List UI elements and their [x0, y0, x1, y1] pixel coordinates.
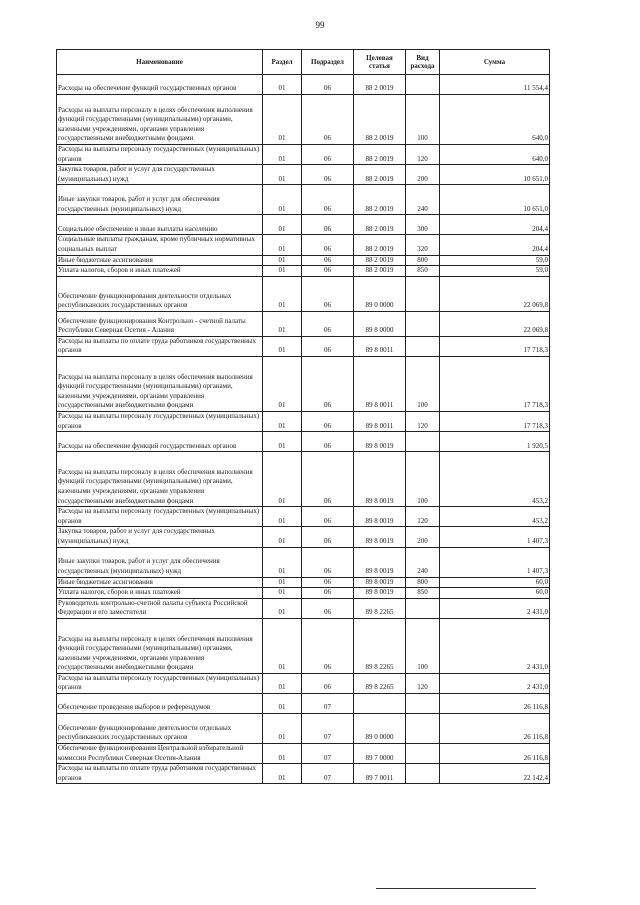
cell-type: 800	[406, 255, 440, 266]
cell-name: Расходы на выплаты персоналу в целях обеспечения выполнения функций государственными (муниципальными) органами, казенными учреждениями, органами управления государственными внебюджетными фондами	[57, 95, 263, 145]
cell-sum: 22 069,8	[440, 311, 550, 336]
cell-type: 240	[406, 185, 440, 215]
cell-name: Расходы на выплаты персоналу государственных (муниципальных) органов	[57, 411, 263, 431]
cell-subsection: 06	[302, 527, 354, 547]
cell-sum: 26 116,8	[440, 694, 550, 714]
cell-type	[406, 764, 440, 784]
table-row	[57, 336, 550, 356]
cell-sum: 2 431,0	[440, 673, 550, 693]
cell-sum: 22 142,4	[440, 764, 550, 784]
cell-type: 850	[406, 266, 440, 277]
cell-subsection: 06	[302, 145, 354, 165]
cell-type	[406, 744, 440, 764]
cell-sum: 60,0	[440, 577, 550, 588]
page-number: 99	[315, 20, 325, 30]
table-header-row	[57, 50, 550, 75]
cell-target: 89 8 2265	[354, 673, 406, 693]
cell-target: 88 2 0019	[354, 215, 406, 235]
cell-type	[406, 598, 440, 618]
cell-target: 89 7 0011	[354, 764, 406, 784]
header-subsection: Подраздел	[302, 50, 354, 75]
header-section: Раздел	[263, 50, 302, 75]
cell-section: 01	[263, 452, 302, 507]
cell-subsection: 06	[302, 75, 354, 95]
cell-subsection: 06	[302, 185, 354, 215]
cell-subsection: 06	[302, 577, 354, 588]
cell-type: 200	[406, 527, 440, 547]
table-row	[57, 744, 550, 764]
header-type: Вид расхода	[406, 50, 440, 75]
cell-subsection: 07	[302, 714, 354, 744]
cell-name: Обеспечение функционирования деятельности отдельных республиканских государственных органов	[57, 276, 263, 311]
table-row	[57, 527, 550, 547]
table-row	[57, 547, 550, 577]
cell-target: 89 8 0011	[354, 411, 406, 431]
cell-section: 01	[263, 673, 302, 693]
cell-section: 01	[263, 577, 302, 588]
cell-type: 100	[406, 356, 440, 411]
cell-target: 89 7 0000	[354, 744, 406, 764]
cell-section: 01	[263, 311, 302, 336]
cell-section: 01	[263, 547, 302, 577]
table-row	[57, 266, 550, 277]
cell-sum: 17 718,3	[440, 336, 550, 356]
cell-subsection: 06	[302, 336, 354, 356]
cell-type: 800	[406, 577, 440, 588]
cell-section: 01	[263, 235, 302, 255]
cell-target: 89 8 0019	[354, 527, 406, 547]
cell-name: Расходы на выплаты по оплате труда работников государственных органов	[57, 764, 263, 784]
cell-section: 01	[263, 185, 302, 215]
cell-subsection: 06	[302, 507, 354, 527]
cell-name: Расходы на выплаты персоналу государственных (муниципальных) органов	[57, 145, 263, 165]
table-row	[57, 598, 550, 618]
cell-name: Уплата налогов, сборов и иных платежей	[57, 588, 263, 599]
cell-section: 01	[263, 744, 302, 764]
cell-type	[406, 432, 440, 452]
cell-name: Расходы на выплаты персоналу в целях обеспечения выполнения функций государственными (муниципальными) органами, казенными учреждениями, органами управления государственными внебюджетными фондами	[57, 452, 263, 507]
cell-name: Расходы на выплаты персоналу государственных (муниципальных) органов	[57, 673, 263, 693]
header-target: Целевая статья	[354, 50, 406, 75]
cell-type: 120	[406, 673, 440, 693]
header-sum: Сумма	[440, 50, 550, 75]
cell-target: 88 2 0019	[354, 235, 406, 255]
table-row	[57, 215, 550, 235]
cell-sum: 1 407,3	[440, 527, 550, 547]
cell-sum: 2 431,0	[440, 618, 550, 673]
cell-section: 01	[263, 411, 302, 431]
cell-sum: 453,2	[440, 452, 550, 507]
cell-sum: 1 407,3	[440, 547, 550, 577]
cell-type: 100	[406, 95, 440, 145]
cell-name: Обеспечение функционирование деятельности отдельных республиканских государственных органов	[57, 714, 263, 744]
cell-sum: 17 718,3	[440, 356, 550, 411]
table-row	[57, 577, 550, 588]
cell-subsection: 06	[302, 547, 354, 577]
cell-subsection: 06	[302, 165, 354, 185]
cell-subsection: 06	[302, 432, 354, 452]
budget-table	[56, 49, 550, 784]
cell-sum: 22 069,8	[440, 276, 550, 311]
cell-target: 88 2 0019	[354, 255, 406, 266]
table-row	[57, 95, 550, 145]
cell-subsection: 07	[302, 744, 354, 764]
table-row	[57, 145, 550, 165]
cell-target: 88 2 0019	[354, 266, 406, 277]
cell-section: 01	[263, 598, 302, 618]
cell-section: 01	[263, 336, 302, 356]
cell-name: Закупка товаров, работ и услуг для государственных (муниципальных) нужд	[57, 165, 263, 185]
cell-section: 01	[263, 618, 302, 673]
cell-name: Иные бюджетные ассигнования	[57, 255, 263, 266]
cell-name: Расходы на выплаты персоналу государственных (муниципальных) органов	[57, 507, 263, 527]
cell-section: 01	[263, 215, 302, 235]
cell-name: Руководитель контрольно-счетной палаты субъекта Российской Федерации и его заместители	[57, 598, 263, 618]
cell-target: 88 2 0019	[354, 145, 406, 165]
cell-subsection: 06	[302, 452, 354, 507]
cell-type: 100	[406, 452, 440, 507]
cell-sum: 640,0	[440, 95, 550, 145]
cell-type: 120	[406, 145, 440, 165]
header-name: Наименование	[57, 50, 263, 75]
cell-subsection: 07	[302, 764, 354, 784]
cell-section: 01	[263, 507, 302, 527]
cell-name: Иные закупки товаров, работ и услуг для обеспечения государственных (муниципальных) нужд	[57, 547, 263, 577]
cell-target: 89 0 0000	[354, 714, 406, 744]
cell-name: Расходы на обеспечение функций государственных органов	[57, 75, 263, 95]
cell-subsection: 06	[302, 618, 354, 673]
table-row	[57, 411, 550, 431]
cell-section: 01	[263, 165, 302, 185]
cell-name: Социальные выплаты гражданам, кроме публичных нормативных социальных выплат	[57, 235, 263, 255]
cell-section: 01	[263, 764, 302, 784]
table-row	[57, 673, 550, 693]
cell-section: 01	[263, 694, 302, 714]
table-row	[57, 618, 550, 673]
cell-type: 850	[406, 588, 440, 599]
table-row	[57, 714, 550, 744]
cell-type	[406, 694, 440, 714]
cell-section: 01	[263, 266, 302, 277]
cell-name: Расходы на обеспечение функций государственных органов	[57, 432, 263, 452]
cell-section: 01	[263, 356, 302, 411]
cell-target: 89 0 0000	[354, 276, 406, 311]
cell-type: 100	[406, 618, 440, 673]
cell-sum: 17 718,3	[440, 411, 550, 431]
cell-target: 89 8 0019	[354, 507, 406, 527]
cell-subsection: 06	[302, 266, 354, 277]
cell-sum: 2 431,0	[440, 598, 550, 618]
cell-sum: 1 920,5	[440, 432, 550, 452]
table-row	[57, 255, 550, 266]
cell-name: Закупка товаров, работ и услуг для государственных (муниципальных) нужд	[57, 527, 263, 547]
cell-sum: 453,2	[440, 507, 550, 527]
cell-sum: 204,4	[440, 215, 550, 235]
cell-type	[406, 336, 440, 356]
cell-type: 200	[406, 165, 440, 185]
cell-name: Социальное обеспечение и иные выплаты населению	[57, 215, 263, 235]
cell-target	[354, 694, 406, 714]
cell-sum: 59,0	[440, 266, 550, 277]
cell-sum: 11 554,4	[440, 75, 550, 95]
cell-name: Расходы на выплаты по оплате труда работников государственных органов	[57, 336, 263, 356]
cell-target: 88 2 0019	[354, 75, 406, 95]
cell-name: Уплата налогов, сборов и иных платежей	[57, 266, 263, 277]
cell-type: 240	[406, 547, 440, 577]
cell-name: Обеспечение функционирования Центральной избирательной комиссии Республики Северная Осетия-Алания	[57, 744, 263, 764]
cell-subsection: 06	[302, 311, 354, 336]
cell-sum: 10 651,0	[440, 165, 550, 185]
table-row	[57, 356, 550, 411]
cell-sum: 10 651,0	[440, 185, 550, 215]
cell-section: 01	[263, 95, 302, 145]
cell-name: Обеспечение функционирования Контрольно - счетной палаты Республики Северная Осетия - Алания	[57, 311, 263, 336]
cell-target: 89 8 0011	[354, 336, 406, 356]
table-row	[57, 507, 550, 527]
cell-name: Иные закупки товаров, работ и услуг для обеспечения государственных (муниципальных) нужд	[57, 185, 263, 215]
cell-target: 89 8 0019	[354, 588, 406, 599]
cell-name: Иные бюджетные ассигнования	[57, 577, 263, 588]
cell-subsection: 06	[302, 215, 354, 235]
table-row	[57, 764, 550, 784]
footer-divider	[376, 888, 536, 889]
cell-subsection: 06	[302, 588, 354, 599]
cell-target: 89 8 2265	[354, 618, 406, 673]
cell-section: 01	[263, 145, 302, 165]
cell-type: 120	[406, 411, 440, 431]
cell-section: 01	[263, 527, 302, 547]
table-row	[57, 75, 550, 95]
cell-section: 01	[263, 75, 302, 95]
cell-type: 300	[406, 215, 440, 235]
cell-target: 89 8 0019	[354, 452, 406, 507]
cell-section: 01	[263, 276, 302, 311]
cell-type: 320	[406, 235, 440, 255]
cell-subsection: 06	[302, 356, 354, 411]
cell-target: 89 8 0019	[354, 577, 406, 588]
cell-subsection: 06	[302, 95, 354, 145]
cell-target: 88 2 0019	[354, 95, 406, 145]
cell-target: 88 2 0019	[354, 165, 406, 185]
cell-type	[406, 311, 440, 336]
cell-subsection: 06	[302, 276, 354, 311]
cell-target: 89 8 0000	[354, 311, 406, 336]
cell-section: 01	[263, 432, 302, 452]
cell-name: Расходы на выплаты персоналу в целях обеспечения выполнения функций государственными (муниципальными) органами, казенными учреждениями, органами управления государственными внебюджетными фондами	[57, 618, 263, 673]
table-row	[57, 694, 550, 714]
cell-type	[406, 276, 440, 311]
cell-sum: 60,0	[440, 588, 550, 599]
cell-subsection: 06	[302, 235, 354, 255]
table-row	[57, 165, 550, 185]
table-row	[57, 311, 550, 336]
cell-type	[406, 75, 440, 95]
cell-subsection: 06	[302, 411, 354, 431]
table-row	[57, 432, 550, 452]
table-row	[57, 588, 550, 599]
cell-target: 88 2 0019	[354, 185, 406, 215]
cell-subsection: 07	[302, 694, 354, 714]
cell-target: 89 8 0019	[354, 432, 406, 452]
cell-name: Расходы на выплаты персоналу в целях обеспечения выполнения функций государственными (муниципальными) органами, казенными учреждениями, органами управления государственными внебюджетными фондами	[57, 356, 263, 411]
cell-name: Обеспечение проведения выборов и референдумов	[57, 694, 263, 714]
cell-sum: 204,4	[440, 235, 550, 255]
table-row	[57, 185, 550, 215]
cell-target: 89 8 0011	[354, 356, 406, 411]
cell-sum: 59,0	[440, 255, 550, 266]
table-row	[57, 235, 550, 255]
cell-subsection: 06	[302, 598, 354, 618]
cell-subsection: 06	[302, 255, 354, 266]
cell-type	[406, 714, 440, 744]
cell-sum: 26 116,8	[440, 744, 550, 764]
table-row	[57, 452, 550, 507]
cell-type: 120	[406, 507, 440, 527]
cell-section: 01	[263, 588, 302, 599]
cell-section: 01	[263, 255, 302, 266]
cell-sum: 26 116,8	[440, 714, 550, 744]
cell-target: 89 8 0019	[354, 547, 406, 577]
cell-sum: 640,0	[440, 145, 550, 165]
table-row	[57, 276, 550, 311]
cell-section: 01	[263, 714, 302, 744]
cell-subsection: 06	[302, 673, 354, 693]
cell-target: 89 8 2265	[354, 598, 406, 618]
